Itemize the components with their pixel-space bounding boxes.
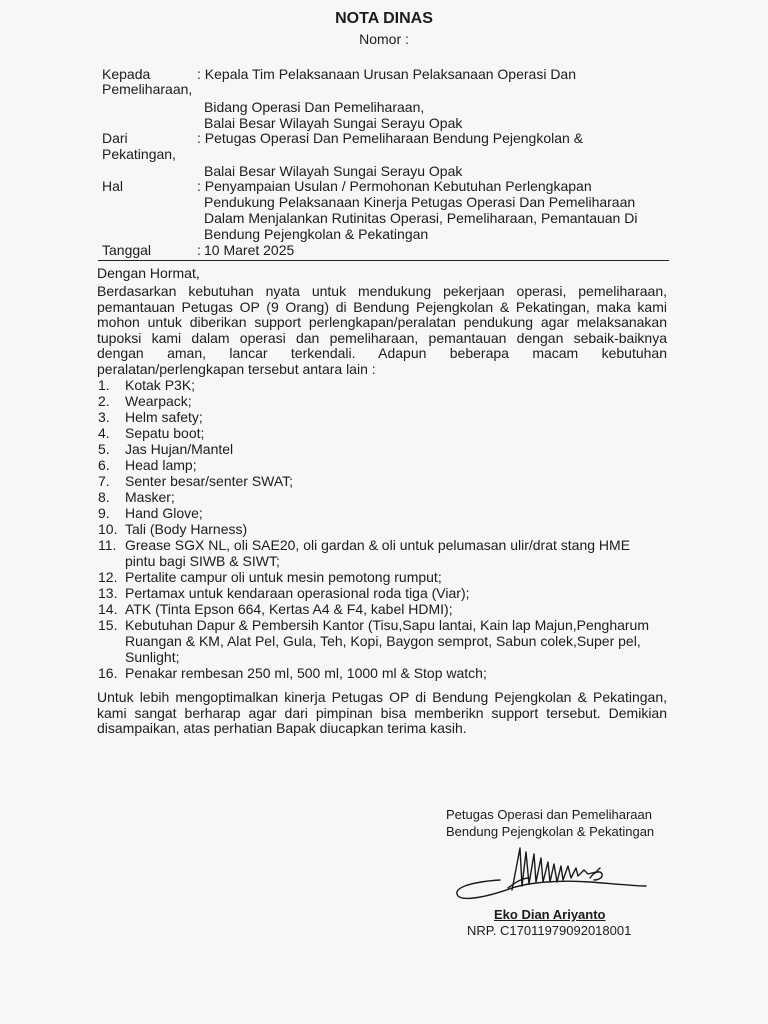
list-item-text: Senter besar/senter SWAT; [125,473,294,489]
kepada-line-2: Bidang Operasi Dan Pemeliharaan, [204,99,425,115]
signatory-name: Eko Dian Ariyanto [494,907,606,922]
closing-line: Untuk lebih mengoptimalkan kinerja Petugas OP di Bendung Pejengkolan & Pekatingan, [97,689,667,705]
intro-line: Berdasarkan kebutuhan nyata untuk mendukung pekerjaan operasi, pemeliharaan, [97,283,667,299]
intro-line: pemantauan Petugas OP (9 Orang) di Bendung Pejengkolan & Pekatingan, maka kami [97,298,667,315]
list-item-number: 1. [98,377,110,393]
list-item-text: Wearpack; [125,393,192,409]
hal-label: Hal [102,178,124,194]
list-item-number: 15. [98,617,118,633]
dari-line-2: Balai Besar Wilayah Sungai Serayu Opak [204,163,463,179]
dari-label: Dari [102,130,128,146]
list-item-text: Kebutuhan Dapur & Pembersih Kantor (Tisu,Sapu lantai, Kain lap Majun,Pengharum [125,617,650,633]
list-item-text: Masker; [125,489,175,505]
list-item-number: 2. [98,393,110,409]
tanggal-colon: : [197,242,201,258]
list-item-text: pintu bagi SIWB & SIWT; [125,553,280,569]
list-item-number: 4. [98,425,110,441]
list-item-text: Penakar rembesan 250 ml, 500 ml, 1000 ml & Stop watch; [125,665,487,681]
list-item-number: 5. [98,441,110,457]
document-title: NOTA DINAS [335,10,433,27]
list-item-text: Hand Glove; [125,505,203,521]
intro-line: peralatan/perlengkapan tersebut antara lain : [97,360,376,377]
list-item-number: 9. [98,505,110,521]
signatory-role-line-1: Petugas Operasi dan Pemeliharaan [446,807,652,822]
list-item-number: 3. [98,409,110,425]
kepada-wrap: Pemeliharaan, [102,81,193,97]
list-item-text: Pertalite campur oli untuk mesin pemotong rumput; [125,569,442,585]
list-item-number: 11. [98,537,117,553]
list-item-number: 14. [98,601,118,617]
list-item-number: 6. [98,457,110,473]
closing-line: kami sangat berharap agar dari pimpinan bisa memberikn support tersebut. Demikian [97,704,667,721]
handwritten-signature [450,842,650,902]
list-item-text: Helm safety; [125,409,203,425]
intro-paragraph [97,284,667,378]
list-item-number: 10. [98,521,118,537]
header-divider [98,260,669,261]
list-item-text: Ruangan & KM, Alat Pel, Gula, Teh, Kopi, Baygon semprot, Sabun colek,Super pel, [125,633,641,649]
kepada-line-1: : Kepala Tim Pelaksanaan Urusan Pelaksanaan Operasi Dan [197,66,576,82]
hal-line-3: Dalam Menjalankan Rutinitas Operasi, Pemeliharaan, Pemantauan Di [204,210,638,226]
closing-line: disampaikan, atas perhatian Bapak diucapkan terima kasih. [97,720,467,737]
document-number-label: Nomor : [359,31,409,47]
list-item-number: 7. [98,473,110,489]
list-item-text: Sepatu boot; [125,425,205,441]
list-item-text: Kotak P3K; [125,377,196,393]
hal-line-4: Bendung Pejengkolan & Pekatingan [204,226,429,242]
dari-wrap: Pekatingan, [102,146,176,162]
list-item-text: Pertamax untuk kendaraan operasional roda tiga (Viar); [125,585,470,601]
signatory-nrp: NRP. C17011979092018001 [467,923,632,938]
kepada-label: Kepada [102,66,151,82]
list-item-number: 13. [98,585,118,601]
list-item-text: ATK (Tinta Epson 664, Kertas A4 & F4, kabel HDMI); [125,601,453,617]
tanggal-value: 10 Maret 2025 [204,242,295,258]
tanggal-label: Tanggal [102,242,152,258]
list-item-number: 8. [98,489,110,505]
list-item-number: 12. [98,569,118,585]
closing-paragraph [97,690,667,737]
dari-line-1: : Petugas Operasi Dan Pemeliharaan Bendung Pejengkolan & [197,130,584,146]
list-item-text: Tali (Body Harness) [125,521,248,537]
list-item-text: Grease SGX NL, oli SAE20, oli gardan & oli untuk pelumasan ulir/drat stang HME [125,537,631,553]
list-item-text: Sunlight; [125,649,180,665]
kepada-line-3: Balai Besar Wilayah Sungai Serayu Opak [204,115,463,131]
intro-line: dengan aman, lancar terkendali. Adapun beberapa macam kebutuhan [97,345,667,362]
hal-line-1: : Penyampaian Usulan / Permohonan Kebutuhan Perlengkapan [197,178,592,194]
list-item-text: Head lamp; [125,457,197,473]
intro-line: tupoksi kami dalam operasi dan pemeliharaan, pemantauan dengan sebaik-baiknya [97,329,667,346]
hal-line-2: Pendukung Pelaksanaan Kinerja Petugas Operasi Dan Pemeliharaan [204,194,636,210]
greeting: Dengan Hormat, [97,265,200,281]
list-item-number: 16. [98,665,118,681]
list-item-text: Jas Hujan/Mantel [125,441,234,457]
signatory-role-line-2: Bendung Pejengkolan & Pekatingan [446,824,655,839]
intro-line: mohon untuk diberikan support perlengkapan/peralatan pendukung agar melaksanakan [97,314,667,331]
